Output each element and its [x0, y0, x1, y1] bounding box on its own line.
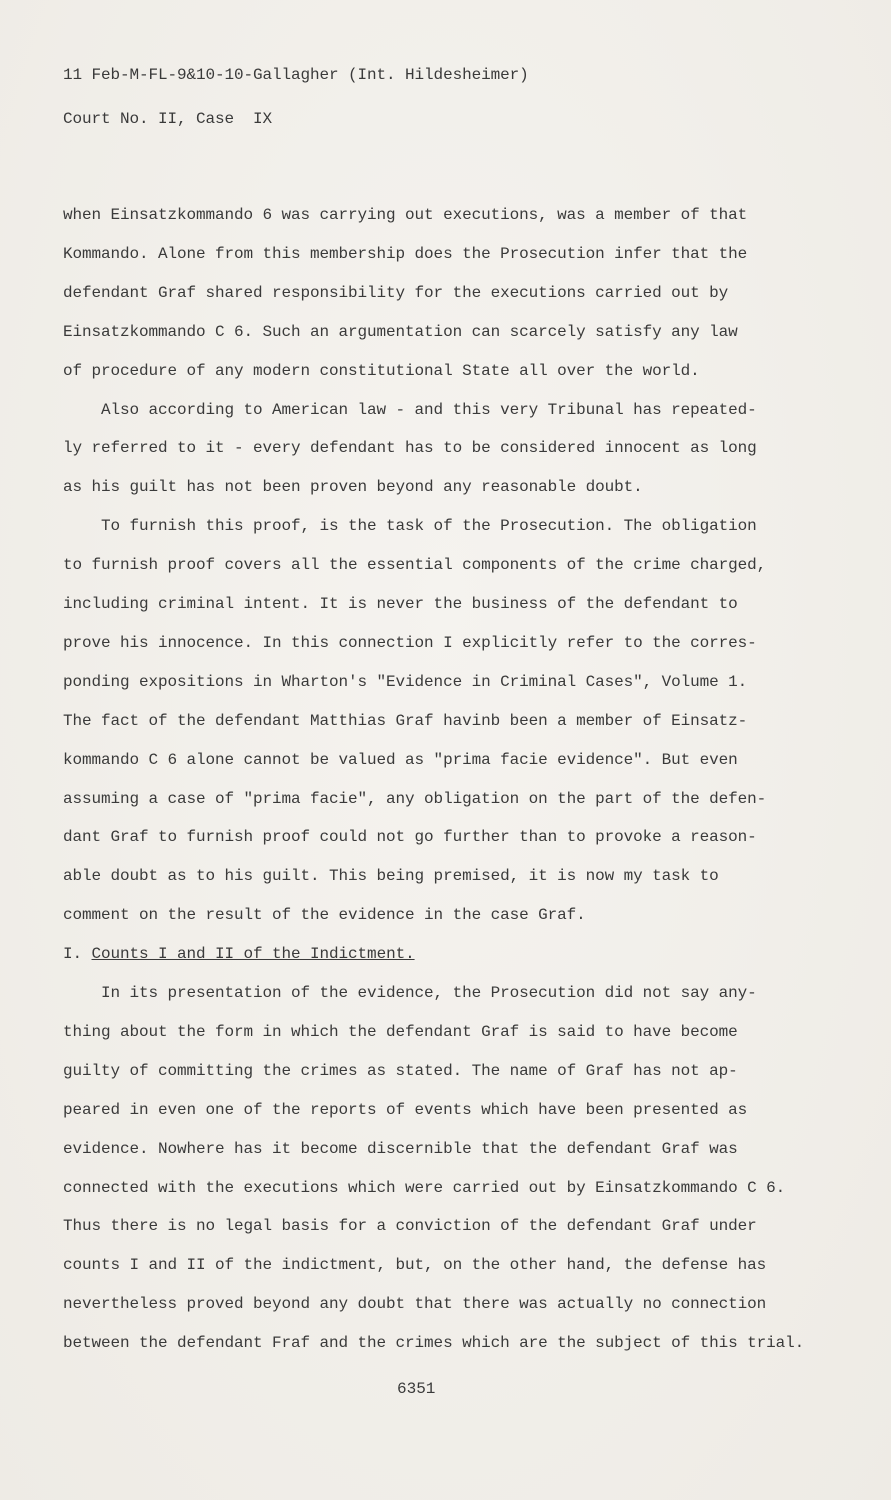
body-line: as his guilt has not been proven beyond any reasonable doubt. — [63, 478, 643, 497]
body-line: evidence. Nowhere has it become discernible that the defendant Graf was — [63, 1139, 738, 1158]
body-line: ly referred to it - every defendant has to be considered innocent as long — [63, 439, 757, 458]
body-line: Thus there is no legal basis for a conviction of the defendant Graf under — [63, 1217, 757, 1236]
body-line: To furnish this proof, is the task of the Prosecution. The obligation — [63, 517, 757, 536]
body-line: Also according to American law - and this very Tribunal has repeated- — [63, 400, 757, 419]
header-line-2: Court No. II, Case IX — [63, 110, 273, 128]
body-line: In its presentation of the evidence, the Prosecution did not say any- — [63, 984, 757, 1002]
body-line: to furnish proof covers all the essential components of the crime charged, — [63, 556, 767, 575]
body-line: including criminal intent. It is never the business of the defendant to — [63, 595, 738, 613]
body-line: nevertheless proved beyond any doubt that there was actually no connection — [63, 1295, 767, 1314]
body-line: able doubt as to his guilt. This being premised, it is now my task to — [63, 867, 719, 886]
body-line: kommando C 6 alone cannot be valued as "prima facie evidence". But even — [63, 750, 738, 769]
body-line: prove his innocence. In this connection I explicitly refer to the corres- — [63, 633, 757, 652]
body-line: dant Graf to furnish proof could not go further than to provoke a reason- — [63, 828, 757, 847]
body-line: Einsatzkommando C 6. Such an argumentation can scarcely satisfy any law — [63, 322, 738, 341]
body-line: Kommando. Alone from this membership does the Prosecution infer that the — [63, 244, 748, 263]
body-line: assuming a case of "prima facie", any obligation on the part of the defen- — [63, 789, 767, 808]
body-line: peared in even one of the reports of events which have been presented as — [63, 1100, 748, 1119]
body-line: when Einsatzkommando 6 was carrying out executions, was a member of that — [63, 206, 748, 224]
body-line: defendant Graf shared responsibility for the executions carried out by — [63, 283, 729, 302]
body-line: comment on the result of the evidence in the case Graf. — [63, 906, 586, 925]
body-line: of procedure of any modern constitutional State all over the world. — [63, 361, 700, 380]
header-line-1: 11 Feb-M-FL-9&10-10-Gallagher (Int. Hildesheimer) — [63, 66, 529, 84]
section-heading: I. Counts I and II of the Indictment. — [63, 945, 415, 964]
body-line: counts I and II of the indictment, but, on the other hand, the defense has — [63, 1256, 767, 1275]
body-line: ponding expositions in Wharton's "Evidence in Criminal Cases", Volume 1. — [63, 672, 748, 691]
body-line: between the defendant Fraf and the crimes which are the subject of this trial. — [63, 1334, 805, 1353]
body-line: thing about the form in which the defendant Graf is said to have become — [63, 1022, 738, 1041]
body-line: The fact of the defendant Matthias Graf havinb been a member of Einsatz- — [63, 711, 748, 730]
body-line: guilty of committing the crimes as stated. The name of Graf has not ap- — [63, 1061, 738, 1080]
page-number: 6351 — [397, 1380, 436, 1398]
section-heading-underlined: Counts I and II of the Indictment. — [91, 945, 415, 964]
body-line: connected with the executions which were carried out by Einsatzkommando C 6. — [63, 1178, 786, 1197]
